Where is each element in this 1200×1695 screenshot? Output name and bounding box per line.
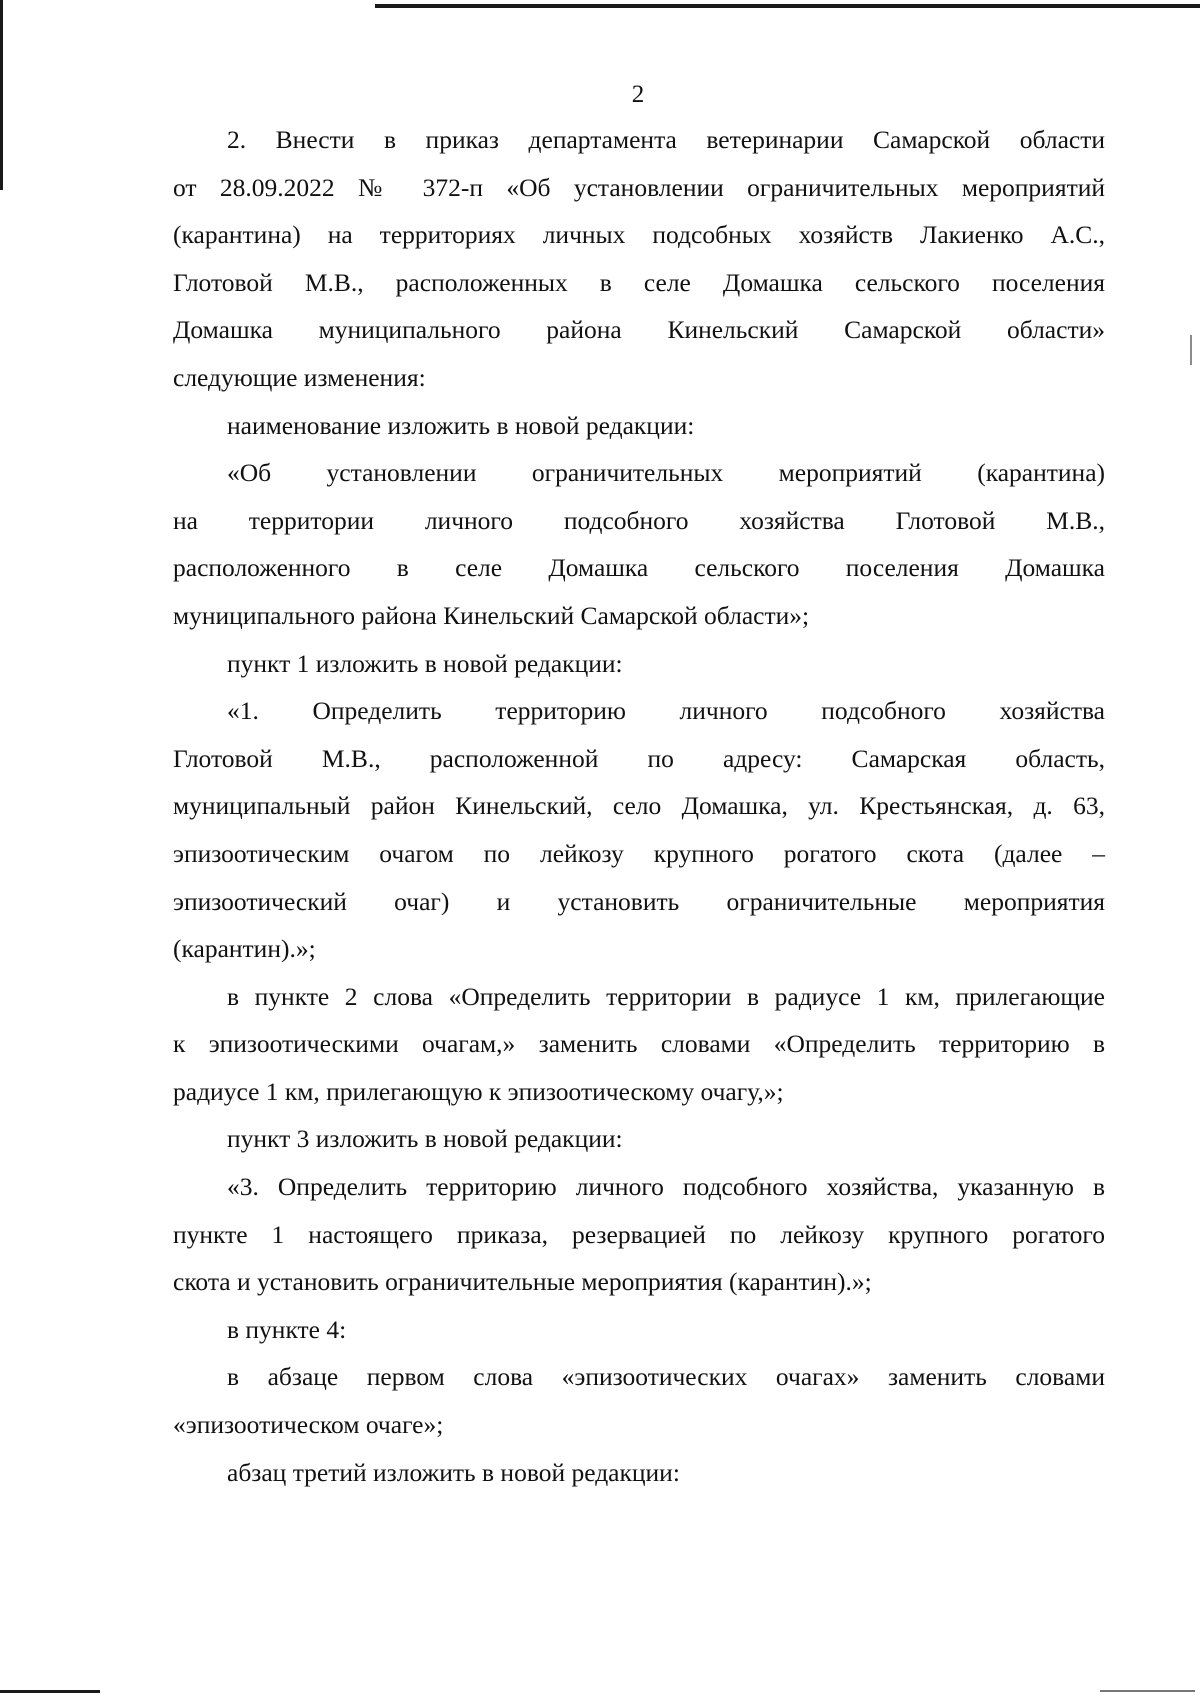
scan-edge-right [1190,335,1192,365]
text-line: Домашка муниципального района Кинельский Самарской области» [173,315,1105,345]
text-line: «Об установлении ограничительных мероприятий (карантина) [227,458,1105,488]
text-line: Глотовой М.В., расположенных в селе Домашка сельского поселения [173,267,1105,297]
scan-edge-bottom-left [0,1690,100,1693]
page-number: 2 [631,81,645,108]
text-line: расположенного в селе Домашка сельского поселения Домашка [173,553,1105,583]
text-line: абзац третий изложить в новой редакции: [227,1457,680,1487]
text-line: в абзаце первом слова «эпизоотических очагах» заменить словами [227,1362,1105,1392]
text-line: наименование изложить в новой редакции: [227,410,695,440]
text-line: эпизоотический очаг) и установить ограничительные мероприятия [173,886,1105,916]
text-line: муниципального района Кинельский Самарской области»; [173,600,810,630]
text-line: в пункте 2 слова «Определить территории в радиусе 1 км, прилегающие [227,981,1105,1011]
text-line: пункт 1 изложить в новой редакции: [227,648,623,678]
text-line: от 28.09.2022 № 372-п «Об установлении ограничительных мероприятий [173,172,1105,202]
document-body [173,116,1105,1496]
text-line: радиусе 1 км, прилегающую к эпизоотическому очагу,»; [173,1076,784,1106]
text-line: к эпизоотическими очагам,» заменить словами «Определить территорию в [173,1029,1105,1059]
text-line: «3. Определить территорию личного подсобного хозяйства, указанную в [227,1172,1105,1202]
text-line: «эпизоотическом очаге»; [173,1410,444,1440]
text-line: муниципальный район Кинельский, село Домашка, ул. Крестьянская, д. 63, [173,791,1105,821]
text-line: Глотовой М.В., расположенной по адресу: Самарская область, [173,743,1105,773]
text-line: скота и установить ограничительные мероприятия (карантин).»; [173,1267,872,1297]
text-line: (карантина) на территориях личных подсобных хозяйств Лакиенко А.С., [173,220,1105,250]
text-line: «1. Определить территорию личного подсобного хозяйства [227,696,1105,726]
text-line: (карантин).»; [173,934,316,964]
scan-edge-top [375,4,1200,8]
text-line: в пункте 4: [227,1314,347,1344]
text-line: пункт 3 изложить в новой редакции: [227,1124,623,1154]
text-line: эпизоотическим очагом по лейкозу крупного рогатого скота (далее – [173,838,1105,868]
text-line: 2. Внести в приказ департамента ветеринарии Самарской области [227,125,1105,154]
text-line: пункте 1 настоящего приказа, резервацией по лейкозу крупного рогатого [173,1219,1105,1249]
text-line: следующие изменения: [173,362,426,392]
text-line: на территории личного подсобного хозяйства Глотовой М.В., [173,505,1105,535]
scan-edge-bottom-right [1100,1690,1195,1692]
